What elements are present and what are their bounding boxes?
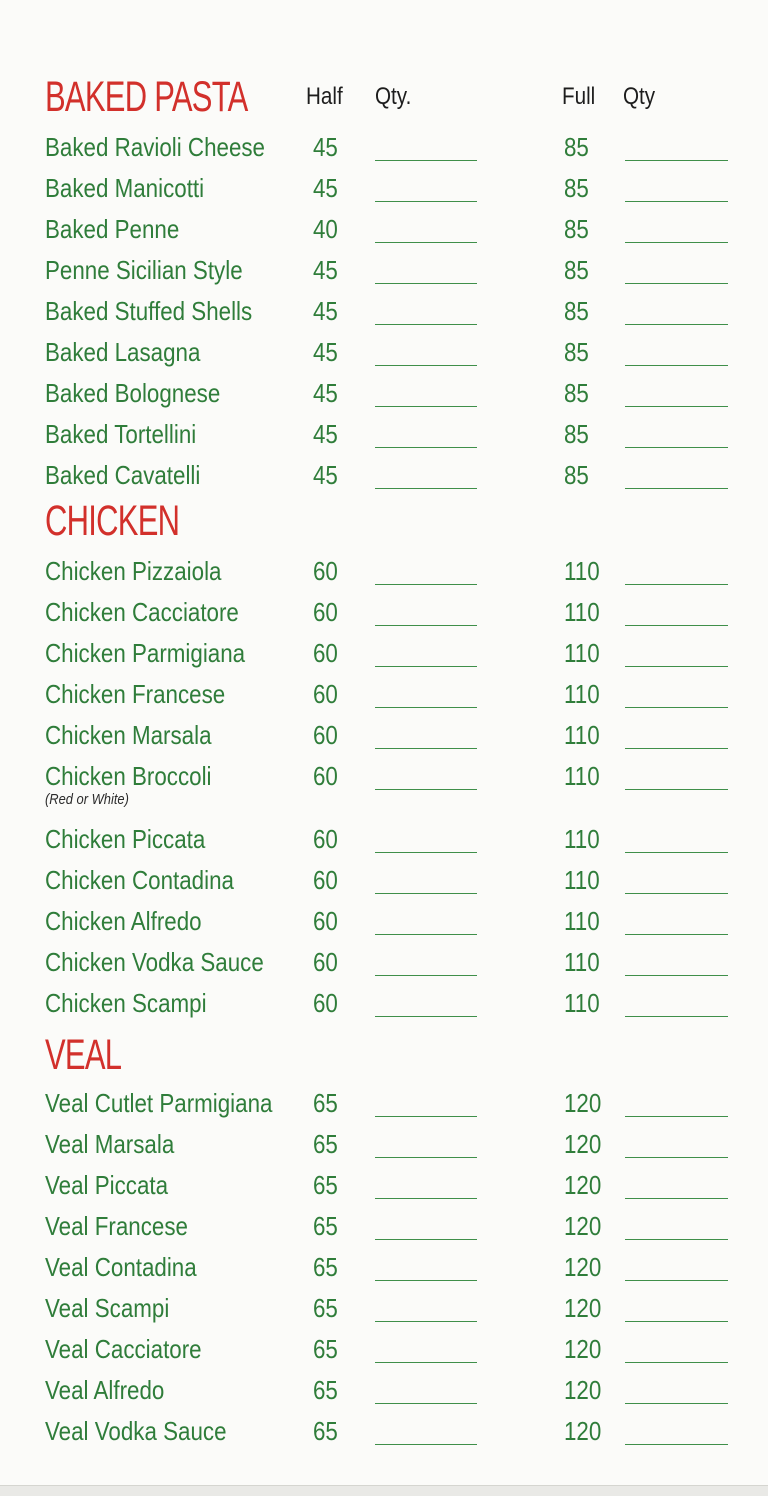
half-qty-blank[interactable]	[375, 201, 477, 202]
half-price: 45	[313, 419, 338, 449]
half-price: 60	[313, 556, 338, 586]
full-price: 120	[564, 1252, 602, 1282]
half-qty-blank[interactable]	[375, 893, 477, 894]
full-qty-blank[interactable]	[625, 488, 728, 489]
section-title-chicken: CHICKEN	[45, 497, 180, 545]
full-price: 85	[564, 419, 589, 449]
half-price: 60	[313, 761, 338, 791]
full-qty-blank[interactable]	[625, 1403, 728, 1404]
half-qty-blank[interactable]	[375, 1321, 477, 1322]
full-price: 110	[564, 556, 600, 586]
item-name: Baked Manicotti	[45, 173, 205, 203]
menu-item-row	[0, 902, 768, 943]
item-name: Veal Marsala	[45, 1129, 175, 1159]
menu-item-row	[0, 984, 768, 1025]
item-name: Chicken Alfredo	[45, 906, 202, 936]
full-price: 110	[564, 824, 600, 854]
menu-item-row	[0, 820, 768, 861]
half-price: 45	[313, 296, 338, 326]
half-qty-blank[interactable]	[375, 625, 477, 626]
item-name: Baked Cavatelli	[45, 460, 201, 490]
full-price: 85	[564, 460, 589, 490]
item-name: Chicken Vodka Sauce	[45, 947, 264, 977]
menu-item-row	[0, 634, 768, 675]
full-price: 120	[564, 1170, 602, 1200]
half-qty-blank[interactable]	[375, 1239, 477, 1240]
half-price: 65	[313, 1375, 338, 1405]
half-qty-blank[interactable]	[375, 1280, 477, 1281]
full-qty-blank[interactable]	[625, 201, 728, 202]
full-price: 110	[564, 947, 600, 977]
full-price: 85	[564, 214, 589, 244]
half-price: 45	[313, 337, 338, 367]
menu-item-row	[0, 1412, 768, 1453]
item-name: Chicken Scampi	[45, 988, 207, 1018]
column-header-half: Half	[306, 83, 343, 110]
full-qty-blank[interactable]	[625, 893, 728, 894]
item-name: Baked Bolognese	[45, 378, 221, 408]
half-price: 65	[313, 1252, 338, 1282]
half-price: 60	[313, 597, 338, 627]
half-price: 60	[313, 947, 338, 977]
half-qty-blank[interactable]	[375, 1157, 477, 1158]
half-price: 60	[313, 865, 338, 895]
menu-item-row	[0, 1248, 768, 1289]
item-name: Baked Tortellini	[45, 419, 197, 449]
menu-item-row	[0, 251, 768, 292]
half-qty-blank[interactable]	[375, 488, 477, 489]
menu-item-row	[0, 1084, 768, 1125]
half-price: 65	[313, 1211, 338, 1241]
full-price: 85	[564, 173, 589, 203]
item-name: Baked Lasagna	[45, 337, 201, 367]
menu-item-row	[0, 716, 768, 757]
item-name: Chicken Cacciatore	[45, 597, 239, 627]
full-price: 120	[564, 1211, 602, 1241]
full-price: 110	[564, 720, 600, 750]
full-qty-blank[interactable]	[625, 1280, 728, 1281]
item-name: Veal Cacciatore	[45, 1334, 202, 1364]
item-name: Chicken Parmigiana	[45, 638, 246, 668]
full-price: 85	[564, 255, 589, 285]
half-qty-blank[interactable]	[375, 324, 477, 325]
full-qty-blank[interactable]	[625, 324, 728, 325]
half-qty-blank[interactable]	[375, 584, 477, 585]
half-price: 65	[313, 1293, 338, 1323]
full-price: 85	[564, 378, 589, 408]
full-price: 110	[564, 597, 600, 627]
page-bottom-edge	[0, 1485, 768, 1496]
menu-item-row	[0, 1207, 768, 1248]
full-qty-blank[interactable]	[625, 1016, 728, 1017]
full-qty-blank[interactable]	[625, 242, 728, 243]
item-name: Chicken Broccoli	[45, 761, 212, 791]
column-header-full: Full	[562, 83, 596, 110]
half-qty-blank[interactable]	[375, 975, 477, 976]
half-qty-blank[interactable]	[375, 1403, 477, 1404]
item-name: Veal Piccata	[45, 1170, 169, 1200]
full-qty-blank[interactable]	[625, 1321, 728, 1322]
half-qty-blank[interactable]	[375, 283, 477, 284]
half-qty-blank[interactable]	[375, 789, 477, 790]
menu-item-row	[0, 861, 768, 902]
half-price: 45	[313, 173, 338, 203]
full-price: 110	[564, 865, 600, 895]
column-header-full-qty: Qty	[623, 83, 656, 110]
half-price: 60	[313, 720, 338, 750]
full-price: 110	[564, 638, 600, 668]
half-qty-blank[interactable]	[375, 1444, 477, 1445]
menu-item-row	[0, 1289, 768, 1330]
full-price: 120	[564, 1293, 602, 1323]
full-qty-blank[interactable]	[625, 789, 728, 790]
menu-item-row	[0, 374, 768, 415]
half-price: 60	[313, 679, 338, 709]
full-qty-blank[interactable]	[625, 934, 728, 935]
item-name: Chicken Francese	[45, 679, 226, 709]
full-price: 120	[564, 1375, 602, 1405]
half-price: 45	[313, 255, 338, 285]
full-qty-blank[interactable]	[625, 1157, 728, 1158]
full-qty-blank[interactable]	[625, 707, 728, 708]
section-title-baked-pasta: BAKED PASTA	[45, 73, 248, 121]
full-qty-blank[interactable]	[625, 625, 728, 626]
half-price: 65	[313, 1088, 338, 1118]
full-price: 110	[564, 761, 600, 791]
half-qty-blank[interactable]	[375, 748, 477, 749]
full-qty-blank[interactable]	[625, 160, 728, 161]
full-price: 110	[564, 679, 600, 709]
half-price: 45	[313, 378, 338, 408]
section-header-veal	[0, 1032, 768, 1078]
half-price: 60	[313, 638, 338, 668]
menu-item-row	[0, 415, 768, 456]
menu-item-row	[0, 675, 768, 716]
item-name: Veal Vodka Sauce	[45, 1416, 227, 1446]
half-price: 60	[313, 824, 338, 854]
full-qty-blank[interactable]	[625, 1239, 728, 1240]
full-price: 85	[564, 337, 589, 367]
full-qty-blank[interactable]	[625, 447, 728, 448]
full-qty-blank[interactable]	[625, 1444, 728, 1445]
full-qty-blank[interactable]	[625, 666, 728, 667]
menu-item-row	[0, 333, 768, 374]
half-price: 45	[313, 460, 338, 490]
half-qty-blank[interactable]	[375, 242, 477, 243]
full-qty-blank[interactable]	[625, 1116, 728, 1117]
menu-item-row	[0, 1330, 768, 1371]
full-qty-blank[interactable]	[625, 365, 728, 366]
half-price: 60	[313, 906, 338, 936]
section-title-veal: VEAL	[45, 1031, 122, 1079]
menu-item-row	[0, 1125, 768, 1166]
menu-item-row	[0, 757, 768, 819]
full-qty-blank[interactable]	[625, 748, 728, 749]
half-price: 60	[313, 988, 338, 1018]
half-qty-blank[interactable]	[375, 1016, 477, 1017]
half-price: 45	[313, 132, 338, 162]
menu-item-row	[0, 456, 768, 497]
half-price: 65	[313, 1129, 338, 1159]
full-qty-blank[interactable]	[625, 283, 728, 284]
half-qty-blank[interactable]	[375, 707, 477, 708]
half-qty-blank[interactable]	[375, 666, 477, 667]
half-qty-blank[interactable]	[375, 447, 477, 448]
menu-item-row	[0, 1371, 768, 1412]
full-price: 120	[564, 1129, 602, 1159]
half-qty-blank[interactable]	[375, 1198, 477, 1199]
item-note: (Red or White)	[45, 791, 129, 808]
full-qty-blank[interactable]	[625, 852, 728, 853]
item-name: Chicken Pizzaiola	[45, 556, 222, 586]
menu-item-row	[0, 552, 768, 593]
half-price: 65	[313, 1416, 338, 1446]
menu-item-row	[0, 292, 768, 333]
half-qty-blank[interactable]	[375, 934, 477, 935]
item-name: Veal Cutlet Parmigiana	[45, 1088, 273, 1118]
half-qty-blank[interactable]	[375, 1116, 477, 1117]
menu-item-row	[0, 593, 768, 634]
full-qty-blank[interactable]	[625, 1198, 728, 1199]
section-header-baked-pasta	[0, 74, 768, 120]
half-qty-blank[interactable]	[375, 1362, 477, 1363]
full-price: 110	[564, 988, 600, 1018]
full-price: 120	[564, 1416, 602, 1446]
full-price: 120	[564, 1334, 602, 1364]
menu-item-row	[0, 210, 768, 251]
column-header-half-qty: Qty.	[375, 83, 412, 110]
item-name: Baked Stuffed Shells	[45, 296, 253, 326]
item-name: Chicken Contadina	[45, 865, 234, 895]
half-qty-blank[interactable]	[375, 160, 477, 161]
full-qty-blank[interactable]	[625, 975, 728, 976]
item-name: Veal Alfredo	[45, 1375, 165, 1405]
item-name: Veal Scampi	[45, 1293, 170, 1323]
full-price: 85	[564, 132, 589, 162]
menu-item-row	[0, 1166, 768, 1207]
menu-item-row	[0, 943, 768, 984]
half-qty-blank[interactable]	[375, 365, 477, 366]
full-price: 120	[564, 1088, 602, 1118]
section-header-chicken	[0, 498, 768, 544]
half-price: 40	[313, 214, 338, 244]
item-name: Veal Contadina	[45, 1252, 197, 1282]
item-name: Penne Sicilian Style	[45, 255, 243, 285]
half-price: 65	[313, 1334, 338, 1364]
item-name: Chicken Marsala	[45, 720, 212, 750]
half-price: 65	[313, 1170, 338, 1200]
half-qty-blank[interactable]	[375, 406, 477, 407]
menu-item-row	[0, 169, 768, 210]
full-price: 85	[564, 296, 589, 326]
menu-item-row	[0, 128, 768, 169]
full-qty-blank[interactable]	[625, 584, 728, 585]
item-name: Baked Ravioli Cheese	[45, 132, 265, 162]
item-name: Baked Penne	[45, 214, 180, 244]
full-price: 110	[564, 906, 600, 936]
full-qty-blank[interactable]	[625, 406, 728, 407]
full-qty-blank[interactable]	[625, 1362, 728, 1363]
item-name: Chicken Piccata	[45, 824, 206, 854]
item-name: Veal Francese	[45, 1211, 188, 1241]
half-qty-blank[interactable]	[375, 852, 477, 853]
